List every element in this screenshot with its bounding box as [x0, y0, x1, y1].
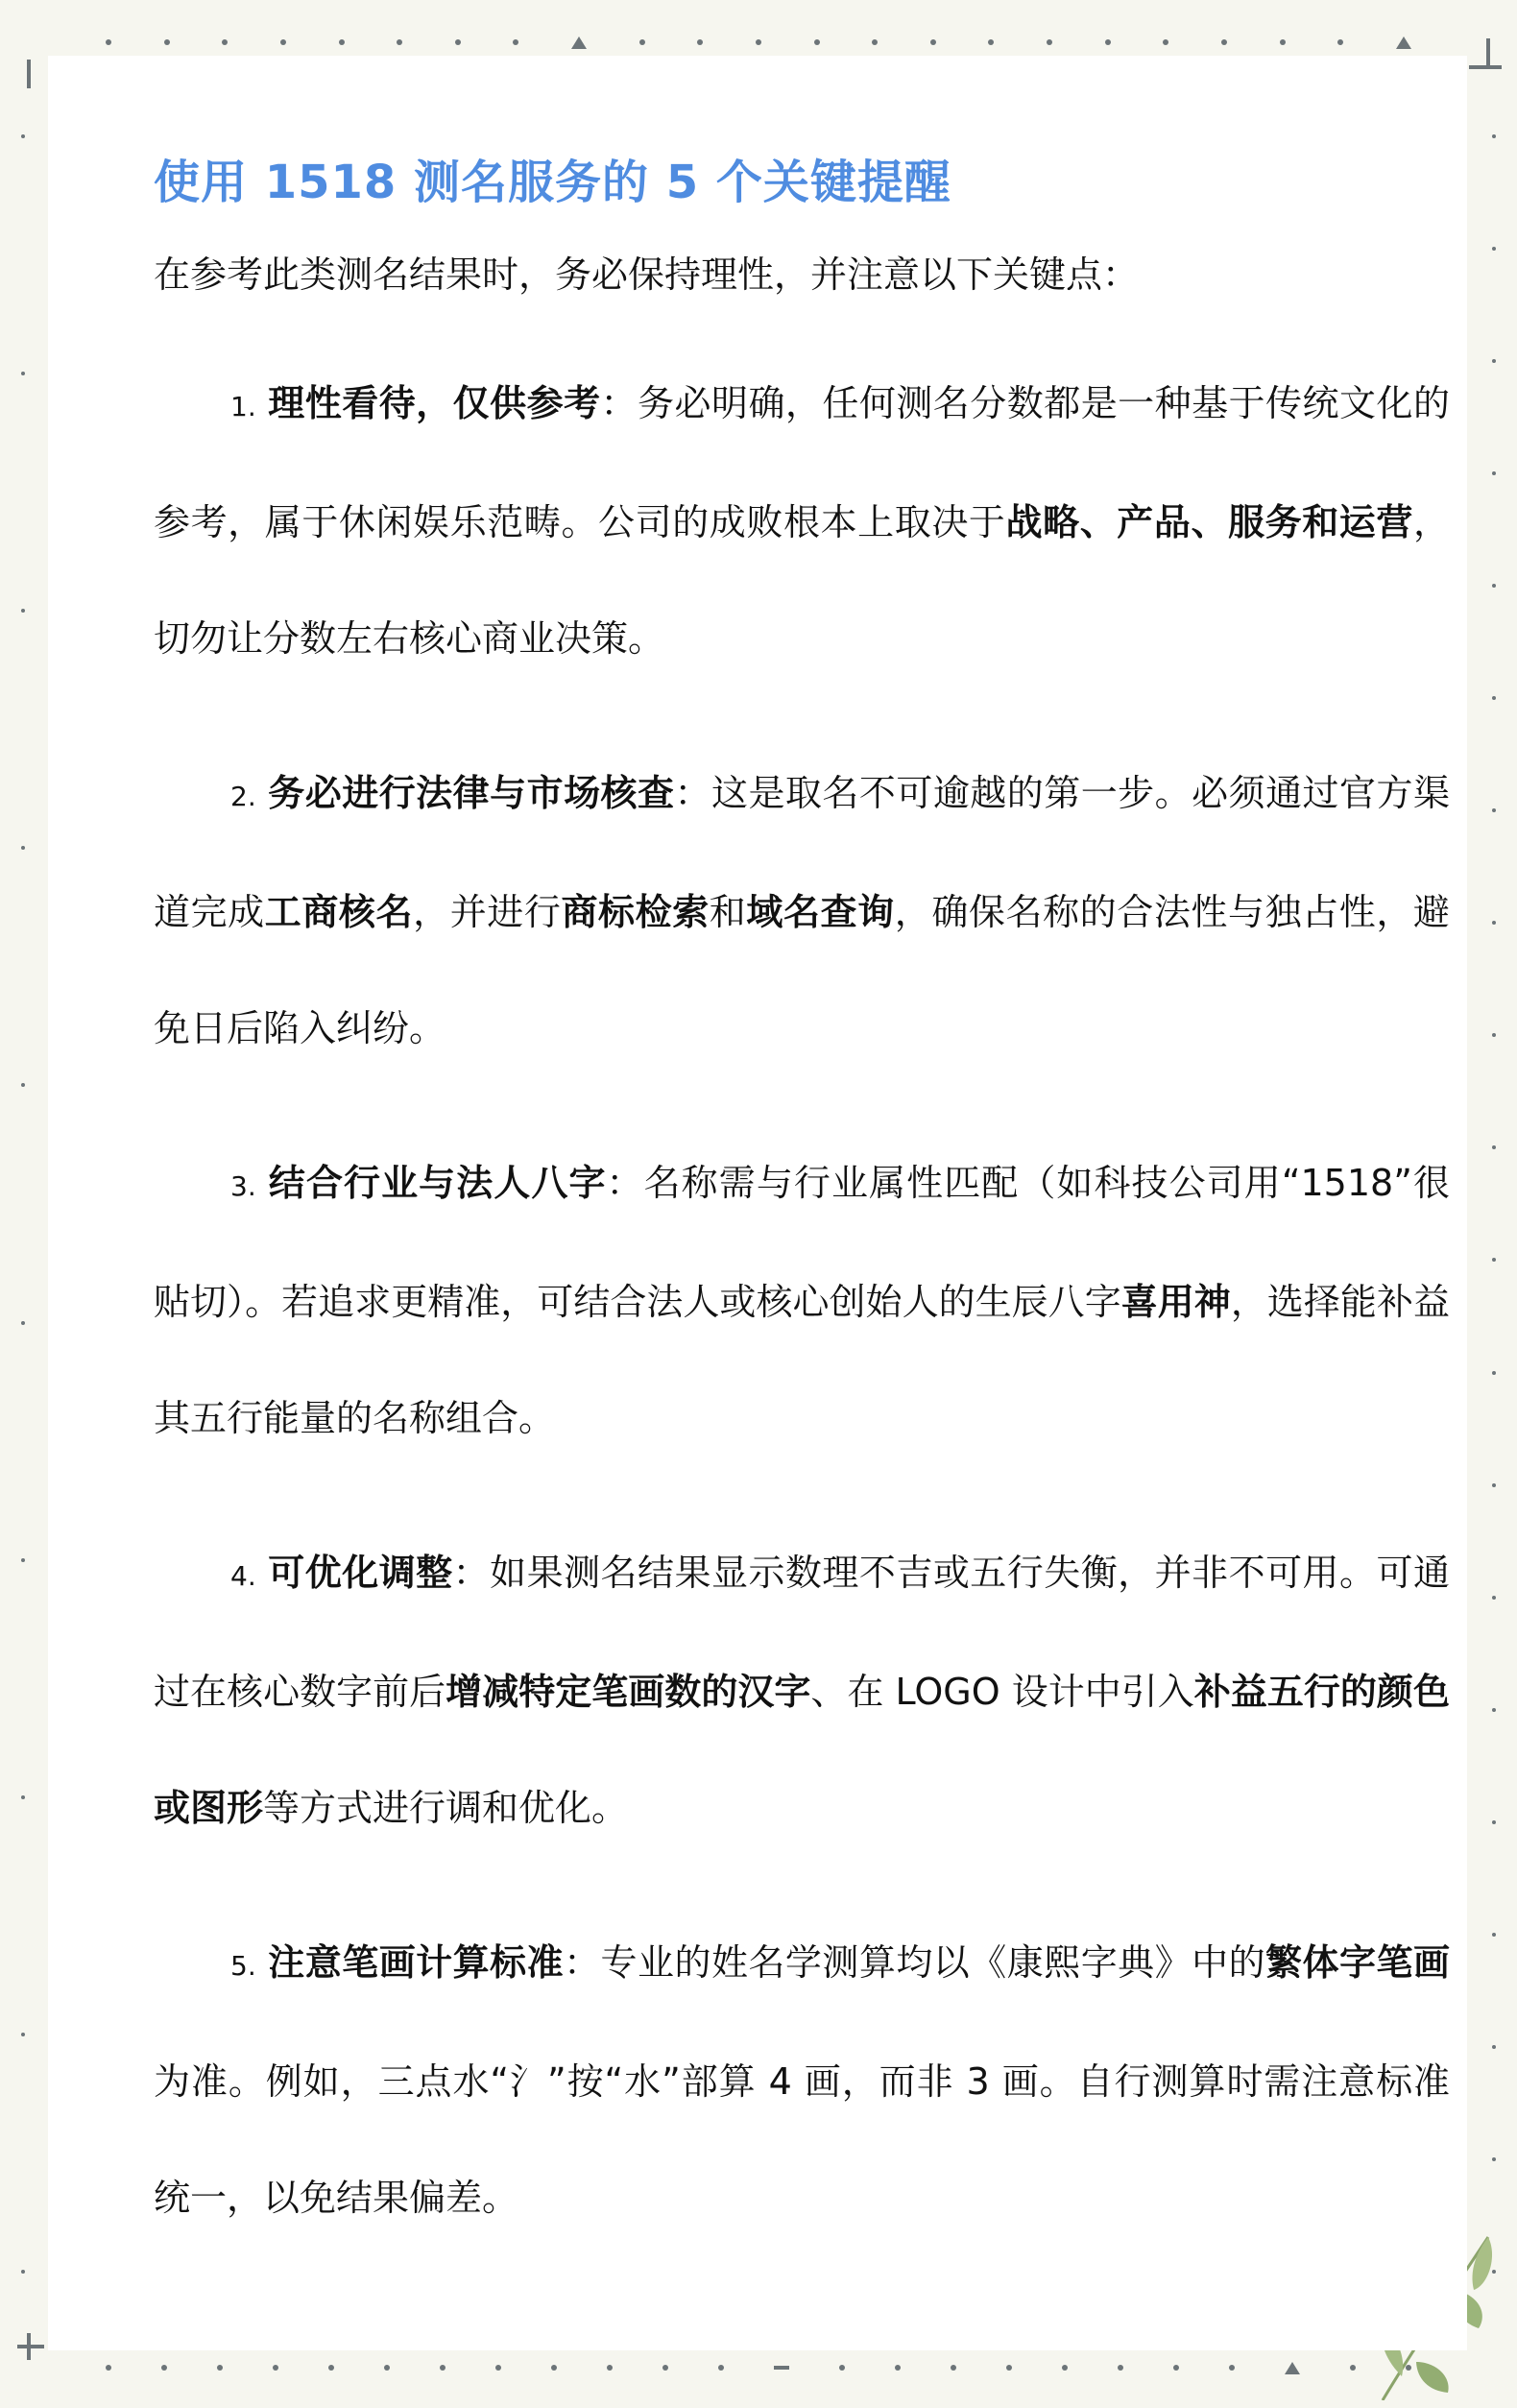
item-number: 5. — [230, 1950, 256, 1982]
item-emphasis: 增减特定笔画数的汉字 — [445, 1671, 811, 1713]
dot-ornament — [339, 39, 345, 45]
dot-ornament — [1492, 471, 1496, 475]
dot-ornament — [1492, 247, 1496, 251]
item-text: ：如果测名结果显示数理不吉或五行失衡，并非不可用。可通过在核心数字前后 — [154, 1552, 1450, 1713]
bottom-ornament-row — [106, 2358, 1411, 2377]
dot-ornament — [222, 39, 228, 45]
dot-ornament — [21, 846, 25, 850]
item-text: 为准。例如，三点水“氵”按“水”部算 4 画，而非 3 画。自行测算时需注意标准统一，以免结果偏差。 — [154, 2060, 1450, 2219]
item-emphasis: 域名查询 — [746, 891, 895, 933]
dot-ornament — [1337, 39, 1343, 45]
intro-paragraph: 在参考此类测名结果时，务必保持理性，并注意以下关键点： — [154, 253, 1140, 296]
list-item-1 — [154, 346, 1450, 697]
dot-ornament — [1492, 1708, 1496, 1712]
triangle-ornament — [1396, 36, 1411, 49]
item-emphasis: 补益五行的颜色或图形 — [154, 1671, 1450, 1829]
item-text: ：专业的姓名学测算均以《康熙字典》中的 — [564, 1941, 1266, 1984]
dot-ornament — [455, 39, 461, 45]
dot-ornament — [1492, 1371, 1496, 1375]
item-heading: 可优化调整 — [268, 1552, 453, 1594]
dot-ornament — [930, 39, 936, 45]
list-item-5 — [154, 1905, 1450, 2256]
dash-ornament — [774, 2366, 789, 2370]
dot-ornament — [1492, 2157, 1496, 2161]
item-number: 2. — [230, 781, 256, 812]
dot-ornament — [1492, 584, 1496, 588]
item-emphasis: 工商核名 — [264, 891, 414, 933]
item-heading: 注意笔画计算标准 — [268, 1941, 565, 1984]
item-emphasis: 商标检索 — [561, 891, 710, 933]
dot-ornament — [1062, 2365, 1068, 2371]
dot-ornament — [21, 372, 25, 375]
dot-ornament — [106, 39, 111, 45]
item-heading: 结合行业与法人八字 — [268, 1162, 607, 1204]
item-emphasis: 战略、产品、服务和运营 — [1005, 501, 1413, 543]
item-text: 和 — [709, 891, 747, 933]
corner-tick — [27, 2333, 31, 2360]
dot-ornament — [551, 2365, 557, 2371]
dot-ornament — [21, 2270, 25, 2274]
page-title: 使用 1518 测名服务的 5 个关键提醒 — [154, 156, 951, 209]
corner-tick — [17, 2345, 44, 2348]
dot-ornament — [1492, 1820, 1496, 1824]
dot-ornament — [1221, 39, 1227, 45]
list-item-2 — [154, 735, 1450, 1087]
dot-ornament — [718, 2365, 724, 2371]
triangle-ornament — [571, 36, 587, 49]
dot-ornament — [161, 2365, 167, 2371]
corner-tick — [1469, 65, 1502, 69]
dot-ornament — [1492, 696, 1496, 700]
dot-ornament — [1006, 2365, 1012, 2371]
dot-ornament — [639, 39, 645, 45]
item-number: 4. — [230, 1560, 256, 1592]
item-heading: 理性看待，仅供参考 — [268, 382, 601, 424]
dot-ornament — [495, 2365, 501, 2371]
item-text: ：这是取名不可逾越的第一步。必须通过官方渠道完成 — [154, 772, 1450, 933]
dot-ornament — [872, 39, 878, 45]
item-text: 、在 LOGO 设计中引入 — [810, 1671, 1194, 1713]
dot-ornament — [1492, 921, 1496, 925]
dot-ornament — [1047, 39, 1052, 45]
dot-ornament — [697, 39, 703, 45]
dot-ornament — [21, 1558, 25, 1562]
dot-ornament — [1492, 808, 1496, 812]
item-emphasis: 喜用神 — [1120, 1281, 1231, 1323]
item-text: ，切勿让分数左右核心商业决策。 — [154, 501, 1450, 660]
dot-ornament — [384, 2365, 390, 2371]
dot-ornament — [1492, 1483, 1496, 1487]
dot-ornament — [1492, 134, 1496, 138]
item-emphasis: 繁体字笔画 — [1265, 1941, 1450, 1984]
dot-ornament — [21, 609, 25, 613]
dot-ornament — [1118, 2365, 1123, 2371]
dot-ornament — [1229, 2365, 1235, 2371]
dot-ornament — [1280, 39, 1286, 45]
dot-ornament — [21, 1321, 25, 1325]
triangle-ornament — [1285, 2362, 1300, 2374]
dot-ornament — [1173, 2365, 1179, 2371]
dot-ornament — [21, 2033, 25, 2036]
dot-ornament — [1492, 1596, 1496, 1600]
item-text: ：名称需与行业属性匹配（如科技公司用“1518”很贴切）。若追求更精准，可结合法人或核心创始人的生辰八字 — [154, 1162, 1450, 1323]
top-ornament-row — [106, 33, 1411, 52]
dot-ornament — [839, 2365, 845, 2371]
list-item-4 — [154, 1515, 1450, 1866]
dot-ornament — [440, 2365, 445, 2371]
dot-ornament — [1492, 359, 1496, 363]
item-text: ，确保名称的合法性与独占性，避免日后陷入纠纷。 — [154, 891, 1450, 1049]
corner-tick — [27, 60, 31, 88]
dot-ornament — [328, 2365, 334, 2371]
dot-ornament — [1105, 39, 1111, 45]
item-text: 等方式进行调和优化。 — [263, 1787, 629, 1829]
dot-ornament — [280, 39, 286, 45]
dot-ornament — [1163, 39, 1168, 45]
dot-ornament — [21, 1083, 25, 1087]
dot-ornament — [1492, 2045, 1496, 2049]
dot-ornament — [895, 2365, 901, 2371]
list-item-3 — [154, 1125, 1450, 1477]
dot-ornament — [1492, 1033, 1496, 1037]
dot-ornament — [951, 2365, 956, 2371]
item-text: ：务必明确，任何测名分数都是一种基于传统文化的参考，属于休闲娱乐范畴。公司的成败根本上取决于 — [154, 382, 1450, 543]
item-heading: 务必进行法律与市场核查 — [268, 772, 675, 814]
dot-ornament — [607, 2365, 613, 2371]
dot-ornament — [164, 39, 170, 45]
dot-ornament — [1492, 1258, 1496, 1262]
item-number: 1. — [230, 391, 256, 422]
article-card — [48, 56, 1467, 2350]
left-ornament-column — [17, 134, 29, 2274]
item-text: ，并进行 — [413, 891, 562, 933]
dot-ornament — [397, 39, 402, 45]
dot-ornament — [756, 39, 761, 45]
dot-ornament — [106, 2365, 111, 2371]
dot-ornament — [1492, 1933, 1496, 1937]
item-number: 3. — [230, 1170, 256, 1202]
right-ornament-column — [1488, 134, 1500, 2274]
dot-ornament — [1492, 1145, 1496, 1149]
dot-ornament — [513, 39, 518, 45]
dot-ornament — [273, 2365, 278, 2371]
dot-ornament — [814, 39, 820, 45]
corner-tick — [1486, 38, 1490, 65]
dot-ornament — [662, 2365, 668, 2371]
item-text: ，选择能补益其五行能量的名称组合。 — [154, 1281, 1450, 1439]
dot-ornament — [217, 2365, 223, 2371]
dot-ornament — [988, 39, 994, 45]
dot-ornament — [21, 134, 25, 138]
dot-ornament — [21, 1795, 25, 1799]
article-content — [154, 144, 1450, 2256]
